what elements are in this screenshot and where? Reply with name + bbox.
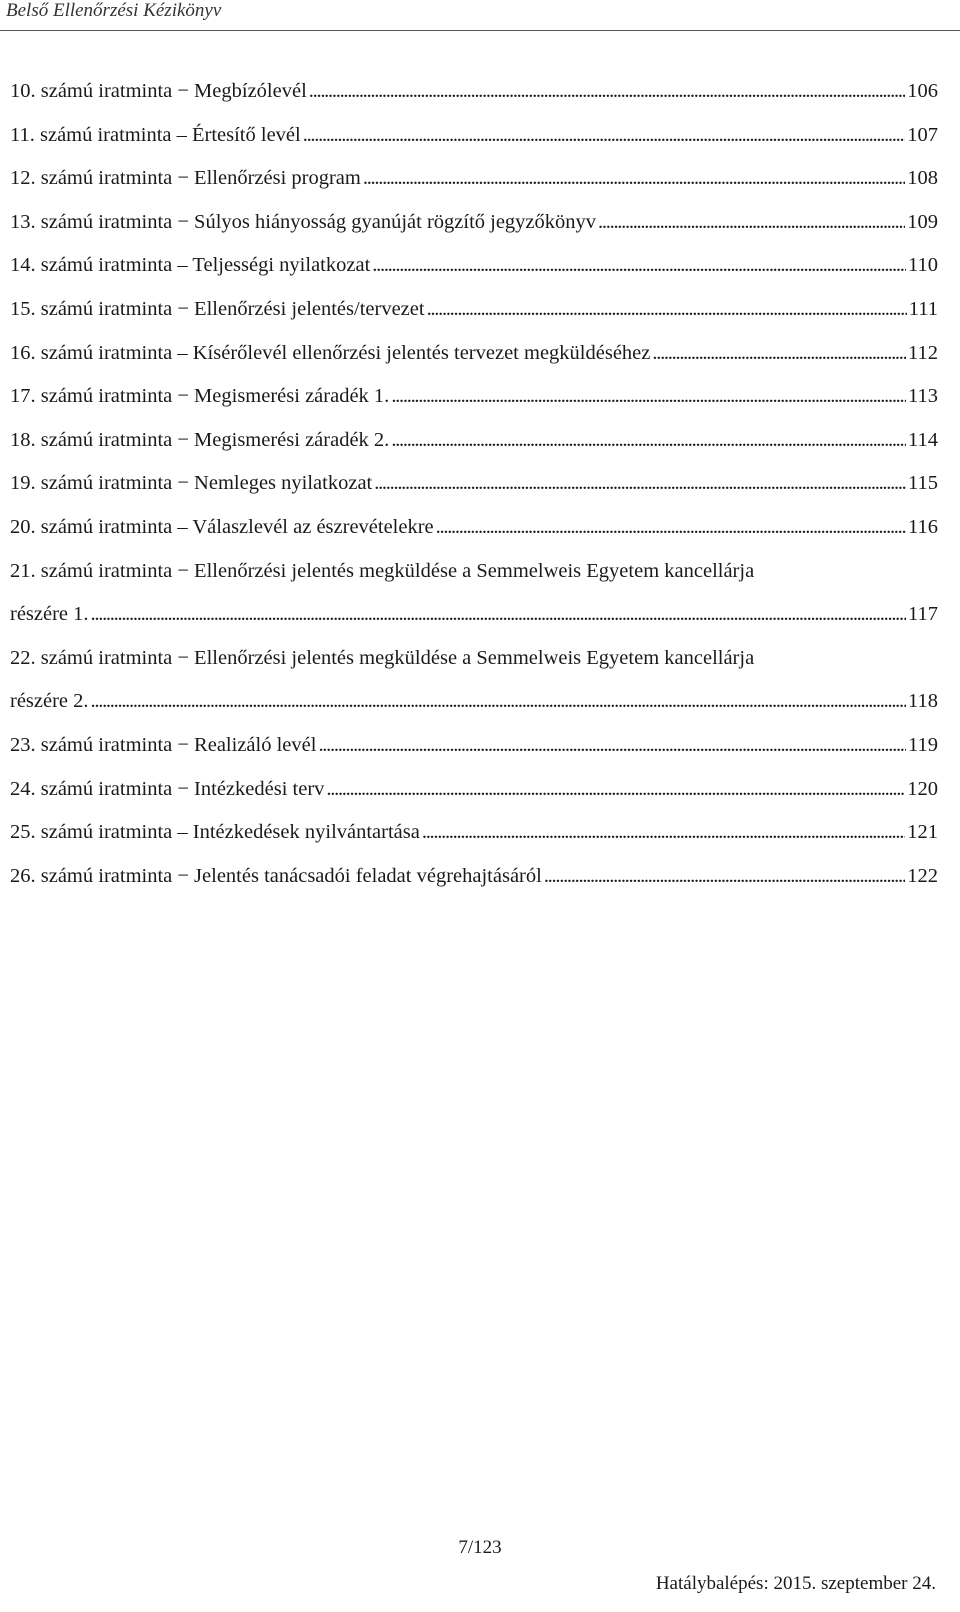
toc-entry-title: 25. számú iratminta – Intézkedések nyilvántartása [10, 821, 420, 844]
toc-entry-page: 114 [908, 428, 938, 451]
toc-entry-title: 11. számú iratminta – Értesítő levél [10, 123, 301, 146]
toc-entry-page: 112 [908, 341, 938, 364]
toc-entry-title: 24. számú iratminta − Intézkedési terv [10, 777, 325, 800]
toc-entry[interactable] [10, 114, 938, 158]
toc-entry-title: 16. számú iratminta – Kísérőlevél ellenőrzési jelentés tervezet megküldéséhez [10, 341, 651, 364]
toc-entry[interactable] [10, 201, 938, 245]
toc-entry-page: 109 [907, 210, 938, 233]
toc-entry[interactable] [10, 332, 938, 376]
dot-leader [652, 332, 906, 376]
dot-leader [422, 811, 905, 855]
dot-leader [91, 680, 906, 724]
toc-entry-page: 107 [907, 123, 938, 146]
dot-leader [436, 506, 906, 550]
toc-entry-page: 115 [908, 472, 938, 495]
toc-entry[interactable] [10, 157, 938, 201]
toc-entry[interactable] [10, 768, 938, 812]
toc-entry[interactable] [10, 855, 938, 899]
toc-entry-title: részére 1. [10, 603, 89, 626]
toc-entry-title: 17. számú iratminta − Megismerési záradék 1. [10, 385, 390, 408]
dot-leader [309, 70, 905, 114]
toc-entry-title-line: 21. számú iratminta − Ellenőrzési jelentés megküldése a Semmelweis Egyetem kancellárja [10, 559, 755, 582]
toc-entry-title: 13. számú iratminta − Súlyos hiányosság gyanúját rögzítő jegyzőkönyv [10, 210, 597, 233]
dot-leader [544, 855, 905, 899]
toc-entry-page: 110 [908, 254, 938, 277]
toc-entry-title: 10. számú iratminta − Megbízólevél [10, 80, 307, 102]
toc-entry-title: 19. számú iratminta − Nemleges nyilatkozat [10, 472, 373, 495]
running-header: Belső Ellenőrzési Kézikönyv [6, 0, 222, 21]
toc-entry[interactable] [10, 811, 938, 855]
dot-leader [391, 375, 906, 419]
toc-entry-page: 108 [907, 167, 938, 190]
toc-entry-title: 12. számú iratminta − Ellenőrzési program [10, 167, 361, 190]
dot-leader [374, 462, 906, 506]
page-number: 7/123 [458, 1537, 502, 1558]
dot-leader [91, 593, 906, 637]
table-of-contents [10, 70, 938, 898]
toc-entry[interactable] [10, 244, 938, 288]
toc-entry-title: 23. számú iratminta − Realizáló levél [10, 733, 317, 756]
toc-entry-page: 111 [908, 297, 938, 320]
effective-date: Hatálybalépés: 2015. szeptember 24. [655, 1573, 936, 1594]
toc-entry-page: 122 [907, 864, 938, 887]
toc-entry[interactable] [10, 375, 938, 419]
toc-entry-page: 118 [908, 690, 938, 713]
toc-entry[interactable] [10, 288, 938, 332]
dot-leader [391, 419, 906, 463]
toc-entry-page: 121 [907, 821, 938, 844]
toc-entry-page: 120 [907, 777, 938, 800]
toc-entry[interactable] [10, 637, 938, 724]
toc-entry-page: 116 [908, 515, 938, 538]
dot-leader [363, 157, 905, 201]
toc-entry-title: 15. számú iratminta − Ellenőrzési jelentés/tervezet [10, 297, 425, 320]
toc-entry-title: 26. számú iratminta − Jelentés tanácsadói feladat végrehajtásáról [10, 864, 542, 887]
toc-entry-page: 113 [908, 385, 938, 408]
toc-entry-title: részére 2. [10, 690, 89, 713]
dot-leader [303, 114, 906, 158]
dot-leader [598, 201, 905, 245]
header-divider [0, 30, 960, 31]
toc-entry[interactable] [10, 724, 938, 768]
toc-entry[interactable] [10, 70, 938, 114]
toc-entry[interactable] [10, 506, 938, 550]
dot-leader [427, 288, 907, 332]
toc-entry-title: 18. számú iratminta − Megismerési záradék 2. [10, 428, 390, 451]
toc-entry-title-line: 22. számú iratminta − Ellenőrzési jelentés megküldése a Semmelweis Egyetem kancellárja [10, 646, 755, 669]
toc-entry[interactable] [10, 462, 938, 506]
toc-entry-title: 14. számú iratminta – Teljességi nyilatkozat [10, 254, 371, 277]
dot-leader [372, 244, 906, 288]
toc-entry-page: 106 [907, 80, 938, 102]
toc-entry-page: 119 [908, 733, 938, 756]
toc-entry-title: 20. számú iratminta – Válaszlevél az észrevételekre [10, 515, 434, 538]
dot-leader [318, 724, 906, 768]
toc-entry-page: 117 [908, 603, 938, 626]
toc-entry[interactable] [10, 550, 938, 637]
dot-leader [326, 768, 905, 812]
toc-entry[interactable] [10, 419, 938, 463]
